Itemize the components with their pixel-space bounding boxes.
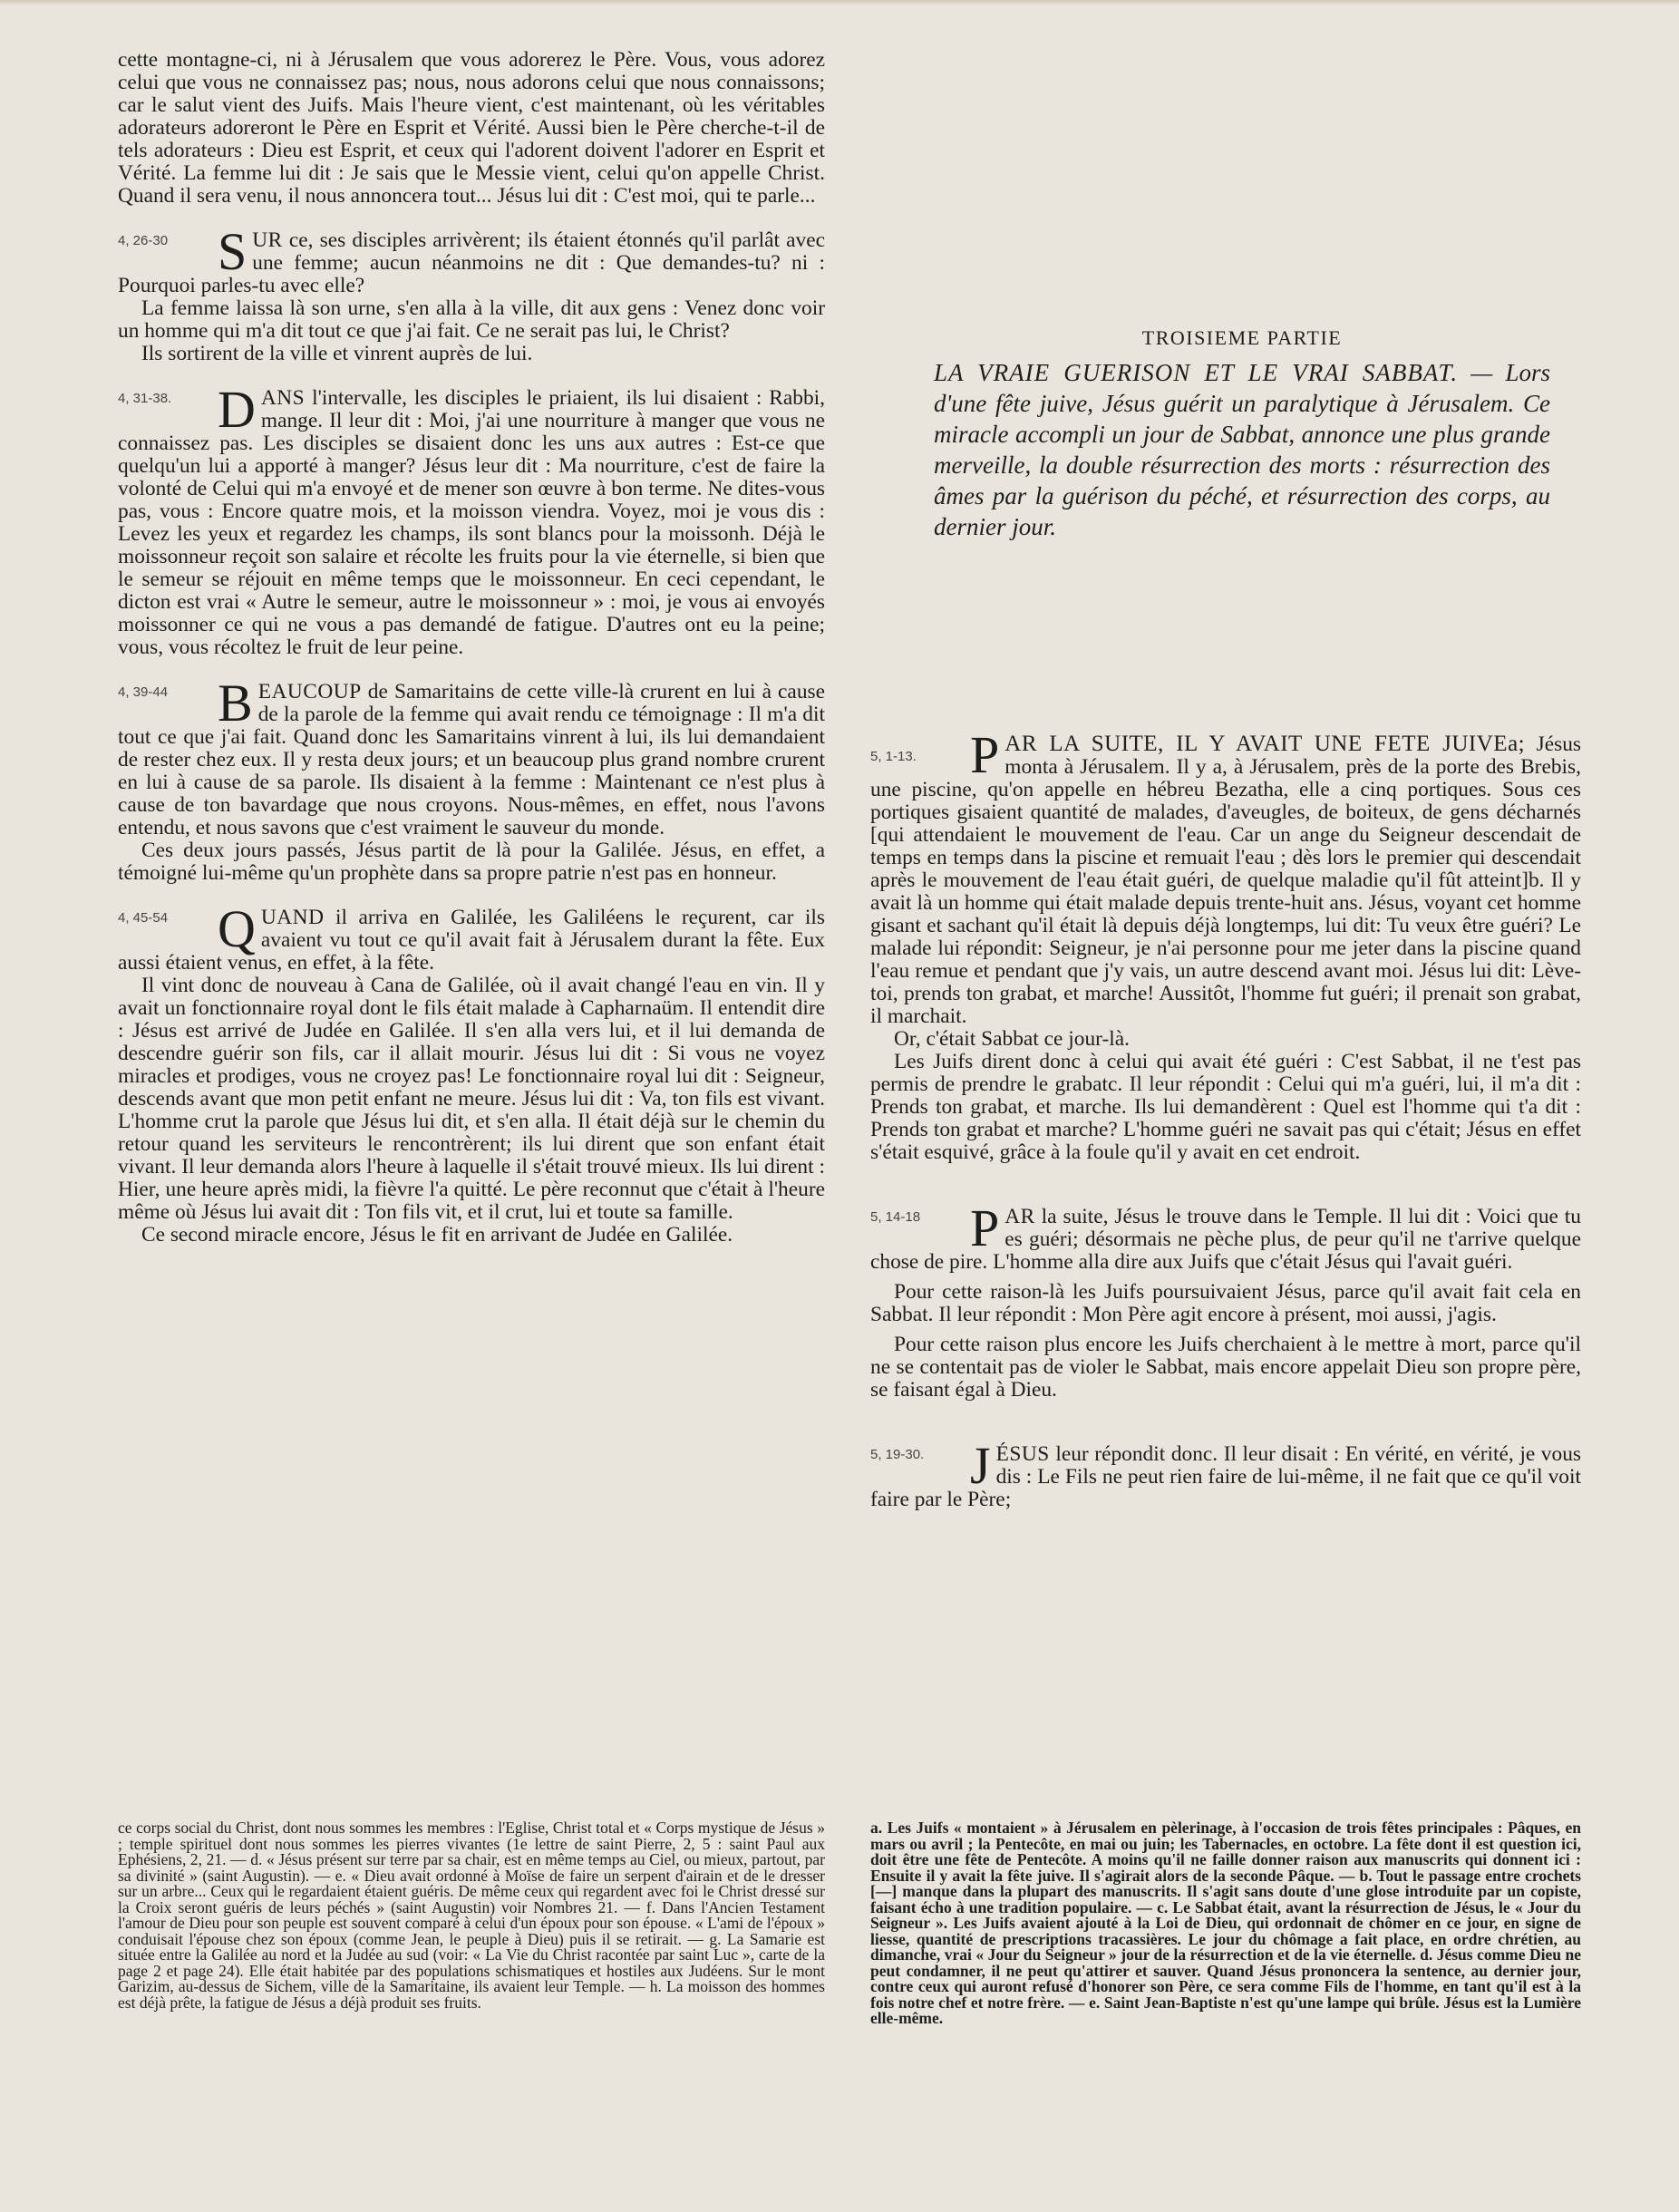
section-4-39-44 [118,674,825,885]
verse-reference: 5, 1-13. [870,749,917,764]
paragraph: Ces deux jours passés, Jésus partit de là pour la Galilée. Jésus, en effet, a témoigné lui-même qu'un prophète dans sa propre patrie n'est pas en honneur. [118,839,825,885]
dropcap: Q [218,899,256,958]
paragraph: Or, c'était Sabbat ce jour-là. [894,1027,1130,1051]
part-summary [934,357,1550,542]
section-4-31-38 [118,380,825,659]
paragraph: il arriva en Galilée, les Galiléens le reçurent, car ils avaient vu tout ce qu'il avait fait à Jérusalem durant la fête. Eux aussi étaient venus, en effet, à la fête. [118,906,825,975]
verse-reference: 4, 31-38. [118,391,172,406]
paragraph: leur répondit donc. Il leur disait : En vérité, en vérité, je vous dis : Le Fils ne peut rien faire de lui-même, il ne fait que ce qu'il voit faire par le Père; [870,1442,1581,1511]
footnote-left: ce corps social du Christ, dont nous sommes les membres : l'Eglise, Christ total et « Corps mystique de Jésus » ; temple spirituel dont nous sommes les pierres vivantes (1e lettre de saint Pierre, 2, 5 : saint Paul aux Ephésiens, 2, 21. — d. « Jésus présent sur terre par sa chair, est en même temps au Ciel, ou mieux, partout, par sa divinité » (saint Augustin). — e. « Dieu avait ordonné à Moïse de faire un serpent d'airain et de le dresser sur un arbre... Ceux qui le regardaient étaient guéris. De même ceux qui regardent avec foi le Christ dressé sur la Croix seront guéris de leurs péchés » (saint Augustin) voir Nombres 21. — f. Dans l'Ancien Testament l'amour de Dieu pour son peuple est souvent comparé à celui d'un époux pour son épouse. « L'ami de l'époux » conduisait l'épouse chez son époux (comme Jean, le peuple à Dieu) puis il se retirait. — g. La Samarie est située entre la Galilée au nord et la Judée au sud (voir: « La Vie du Christ racontée par saint Luc », carte de la page 2 et page 24). Elle était habitée par des populations schismatiques et hostiles aux Judéens. Sur le mont Garizim, au-dessus de Sichem, ville de la Samaritaine, ils avaient leur Temple. — h. La moisson des hommes est déjà prête, la fatigue de Jésus a déjà produit ses fruits. [118,1819,825,2012]
paragraph: Jésus monta à Jérusalem. Il y a, à Jérusalem, près de la porte des Brebis, une piscine, qu'on appelle en hébreu Bezatha, elle a cinq portiques. Sous ces portiques gisaient quantité de malades, d'aveugles, de boiteux, de gens décharnés [qui attendaient le mouvement de l'eau. Car un ange du Seigneur descendait de temps en temps dans la piscine et remuait l'eau ; dès lors le premier qui descendait après le mouvement de l'eau était guéri, de quelque maladie qu'il fût atteint]b. Il y avait là un homme qui était malade depuis trente-huit ans. Jésus, voyant cet homme gisant et sachant qu'il était là depuis déjà longtemps, lui dit: Tu veux être guéri? Le malade lui répondit: Seigneur, je n'ai personne pour me jeter dans la piscine quand l'eau remue et pendant que j'y vais, un autre descend avant moi. Jésus lui dit: Lève-toi, prends ton grabat, et marche! Aussitôt, l'homme fut guéri; il prenait son grabat, il marchait. [870,732,1582,1028]
paragraph: La femme laissa là son urne, s'en alla à la ville, dit aux gens : Venez donc voir un homme qui m'a dit tout ce que j'ai fait. Ce ne serait pas lui, le Christ? [118,296,825,343]
dropcap: P [970,1198,1000,1257]
part-label: TROISIEME PARTIE [1141,326,1343,349]
lead-in: AR LA SUITE, IL Y AVAIT UNE FETE JUIVEa; [1004,732,1526,756]
dropcap: P [970,725,1000,784]
paragraph: Ils sortirent de la ville et vinrent auprès de lui. [141,342,533,365]
lead-in: UR [252,228,283,252]
paragraph: Il vint donc de nouveau à Cana de Galilée, où il avait changé l'eau en vin. Il y avait un fonctionnaire royal dont le fils était malade à Capharnaüm. Il entendit dire : Jésus est arrivé de Judée en Galilée. Il s'en alla vers lui, et il lui demanda de descendre guérir son fils, car il allait mourir. Jésus lui dit : Si vous ne voyez miracles et prodiges, vous ne croyez pas! Le fonctionnaire royal lui dit : Seigneur, descends avant que mon petit enfant ne meure. Jésus lui dit : Va, ton fils est vivant. L'homme crut la parole que Jésus lui dit, et s'en alla. Il était déjà sur le chemin du retour quand les serviteurs le rencontrèrent; ils lui dirent que son enfant était vivant. Il leur demanda alors l'heure à laquelle il s'était trouvé mieux. Ils lui dirent : Hier, une heure après midi, la fièvre l'a quitté. Le père reconnut que c'était à l'heure même où Jésus lui avait dit : Ton fils vit, et il crut, lui et toute sa famille. [118,974,825,1224]
paragraph: Pour cette raison-là les Juifs poursuivaient Jésus, parce qu'il avait fait cela en Sabbat. Il leur répondit : Mon Père agit encore à présent, moi aussi, j'agis. [870,1280,1581,1326]
page-edge [0,0,1679,5]
dropcap: S [218,222,247,281]
part-heading-block [934,326,1550,542]
intro-paragraph: cette montagne-ci, ni à Jérusalem que vous adorerez le Père. Vous, vous adorez celui que vous ne connaissez pas; nous, nous adorons celui que nous connaissons; car le salut vient des Juifs. Mais l'heure vient, c'est maintenant, où les véritables adorateurs adoreront le Père en Esprit et Vérité. Aussi bien le Père cherche-t-il de tels adorateurs : Dieu est Esprit, et ceux qui l'adorent doivent l'adorer en Esprit et Vérité. La femme lui dit : Je sais que le Messie vient, celui qu'on appelle Christ. Quand il sera venu, il nous annoncera tout... Jésus lui dit : C'est moi, qui te parle... [118,48,825,208]
dropcap: D [218,380,256,439]
part-summary-text: — Lors d'une fête juive, Jésus guérit un paralytique à Jérusalem. Ce miracle accompli un jour de Sabbat, annonce une plus grande merveille, la double résurrection des morts : résurrection des âmes par la guérison du péché, et résurrection des corps, au dernier jour. [934,359,1550,540]
paragraph: Les Juifs dirent donc à celui qui avait été guéri : C'est Sabbat, il ne t'est pas permis de prendre le grabatc. Il leur répondit : Celui qui m'a guéri, lui, il m'a dit : Prends ton grabat, et marche. Ils lui demandèrent : Quel est l'homme qui t'a dit : Prends ton grabat et marche? L'homme guéri ne savait pas qui c'était; Jésus en effet s'était esquivé, grâce à la foule qu'il y avait en cet endroit. [870,1050,1581,1164]
section-4-26-30 [118,222,825,365]
intro-section [118,49,825,208]
section-4-45-54 [118,899,825,1247]
verse-reference: 4, 45-54 [118,910,169,926]
part-heading: LA VRAIE GUERISON ET LE VRAI SABBAT. [934,359,1459,386]
paragraph: de Samaritains de cette ville-là crurent en lui à cause de la parole de la femme qui avait rendu ce témoignage : Il m'a dit tout ce que j'ai fait. Quand donc les Samaritains vinrent à lui, ils lui demandaient de rester chez eux. Il y resta deux jours; et un beaucoup plus grand nombre crurent en lui à cause de sa parole. Ils disaient à la femme : Maintenant ce n'est plus à cause de ton bavardage que nous croyons. Nous-mêmes, en effet, nous l'avons entendu, et nous savons que c'est vraiment le sauveur du monde. [118,680,825,839]
section-5-14-18 [870,1198,1581,1402]
paragraph: Pour cette raison plus encore les Juifs cherchaient à le mettre à mort, parce qu'il ne se contentait pas de violer le Sabbat, mais encore appelait Dieu son propre père, se faisant égal à Dieu. [870,1333,1581,1402]
verse-reference: 4, 26-30 [118,233,169,248]
paragraph: la suite, Jésus le trouve dans le Temple. Il lui dit : Voici que tu es guéri; désormais ne pèche plus, de peur qu'il ne t'arrive quelque chose de pire. L'homme alla dire aux Juifs que c'était Jésus qui l'avait guéri. [870,1205,1581,1274]
verse-reference: 5, 14-18 [870,1209,921,1225]
section-5-1-13 [870,725,1582,1164]
paragraph: l'intervalle, les disciples le priaient, ils lui disaient : Rabbi, mange. Il leur dit : Moi, j'ai une nourriture à manger que vous ne connaissez pas. Les disciples se disaient donc les uns aux autres : Est-ce que quelqu'un lui a apporté à manger? Jésus leur dit : Ma nourriture, c'est de faire la volonté de Celui qui m'a envoyé et de mener son œuvre à bon terme. Ne dites-vous pas, vous : Encore quatre mois, et la moisson viendra. Voyez, moi je vous dis : Levez les yeux et regardez les champs, ils sont blancs pour la moissonh. Déjà le moissonneur reçoit son salaire et récolte les fruits pour la vie éternelle, si bien que le semeur se réjouit en même temps que le moissonneur. En ceci cependant, le dicton est vrai « Autre le semeur, autre le moissonneur » : moi, je vous ai envoyés moissonner ce qui ne vous a pas demandé de fatigue. D'autres ont eu la peine; vous, vous récoltez le fruit de leur peine. [118,386,825,659]
right-column [870,725,1582,1511]
lead-in: EAUCOUP [257,680,362,703]
lead-in: UAND [260,906,325,929]
section-5-19-30 [870,1436,1581,1511]
verse-reference: 4, 39-44 [118,684,169,700]
footnote-right: a. Les Juifs « montaient » à Jérusalem en pèlerinage, à l'occasion de trois fêtes principales : Pâques, en mars ou avril ; la Pentecôte, en mai ou juin; les Tabernacles, en octobre. La fête dont il est question ici, doit être une fête de Pentecôte. A moins qu'il ne faille donner raison aux manuscrits qui donnent ici : Ensuite il y avait la fête juive. Il s'agirait alors de la seconde Pâque. — b. Tout le passage entre crochets [—] manque dans la plupart des manuscrits. Il s'agit sans doute d'une glose introduite par un copiste, faisant écho à une tradition populaire. — c. Le Sabbat était, avant la résurrection de Jésus, le « Jour du Seigneur ». Les Juifs avaient ajouté à la Loi de Dieu, qui ordonnait de chômer en ce jour, en signe de liesse, quantité de prescriptions tracassières. Le jour du chômage a fait place, en ordre chrétien, au dimanche, vrai « Jour du Seigneur » jour de la résurrection et de la vie éternelle. d. Jésus comme Dieu ne peut condamner, il ne peut qu'attirer et sauver. Quand Jésus prononcera la sentence, au dernier jour, contre ceux qui auront refusé d'honorer son Père, ce sera comme Fils de l'homme, en tant qu'il est à la fois notre chef et notre frère. — e. Saint Jean-Baptiste n'est qu'une lampe qui brûle. Jésus est la Lumière elle-même. [870,1819,1581,2027]
dropcap: J [970,1436,991,1495]
paragraph: Ce second miracle encore, Jésus le fit en arrivant de Judée en Galilée. [141,1223,733,1247]
verse-reference: 5, 19-30. [870,1447,925,1462]
dropcap: B [218,674,253,732]
left-column [118,49,825,1247]
lead-in: AR [1004,1205,1035,1228]
paragraph: ce, ses disciples arrivèrent; ils étaient étonnés qu'il parlât avec une femme; aucun néanmoins ne dit : Que demandes-tu? ni : Pourquoi parles-tu avec elle? [118,228,825,297]
lead-in: ÉSUS [995,1442,1050,1466]
lead-in: ANS [260,386,306,410]
